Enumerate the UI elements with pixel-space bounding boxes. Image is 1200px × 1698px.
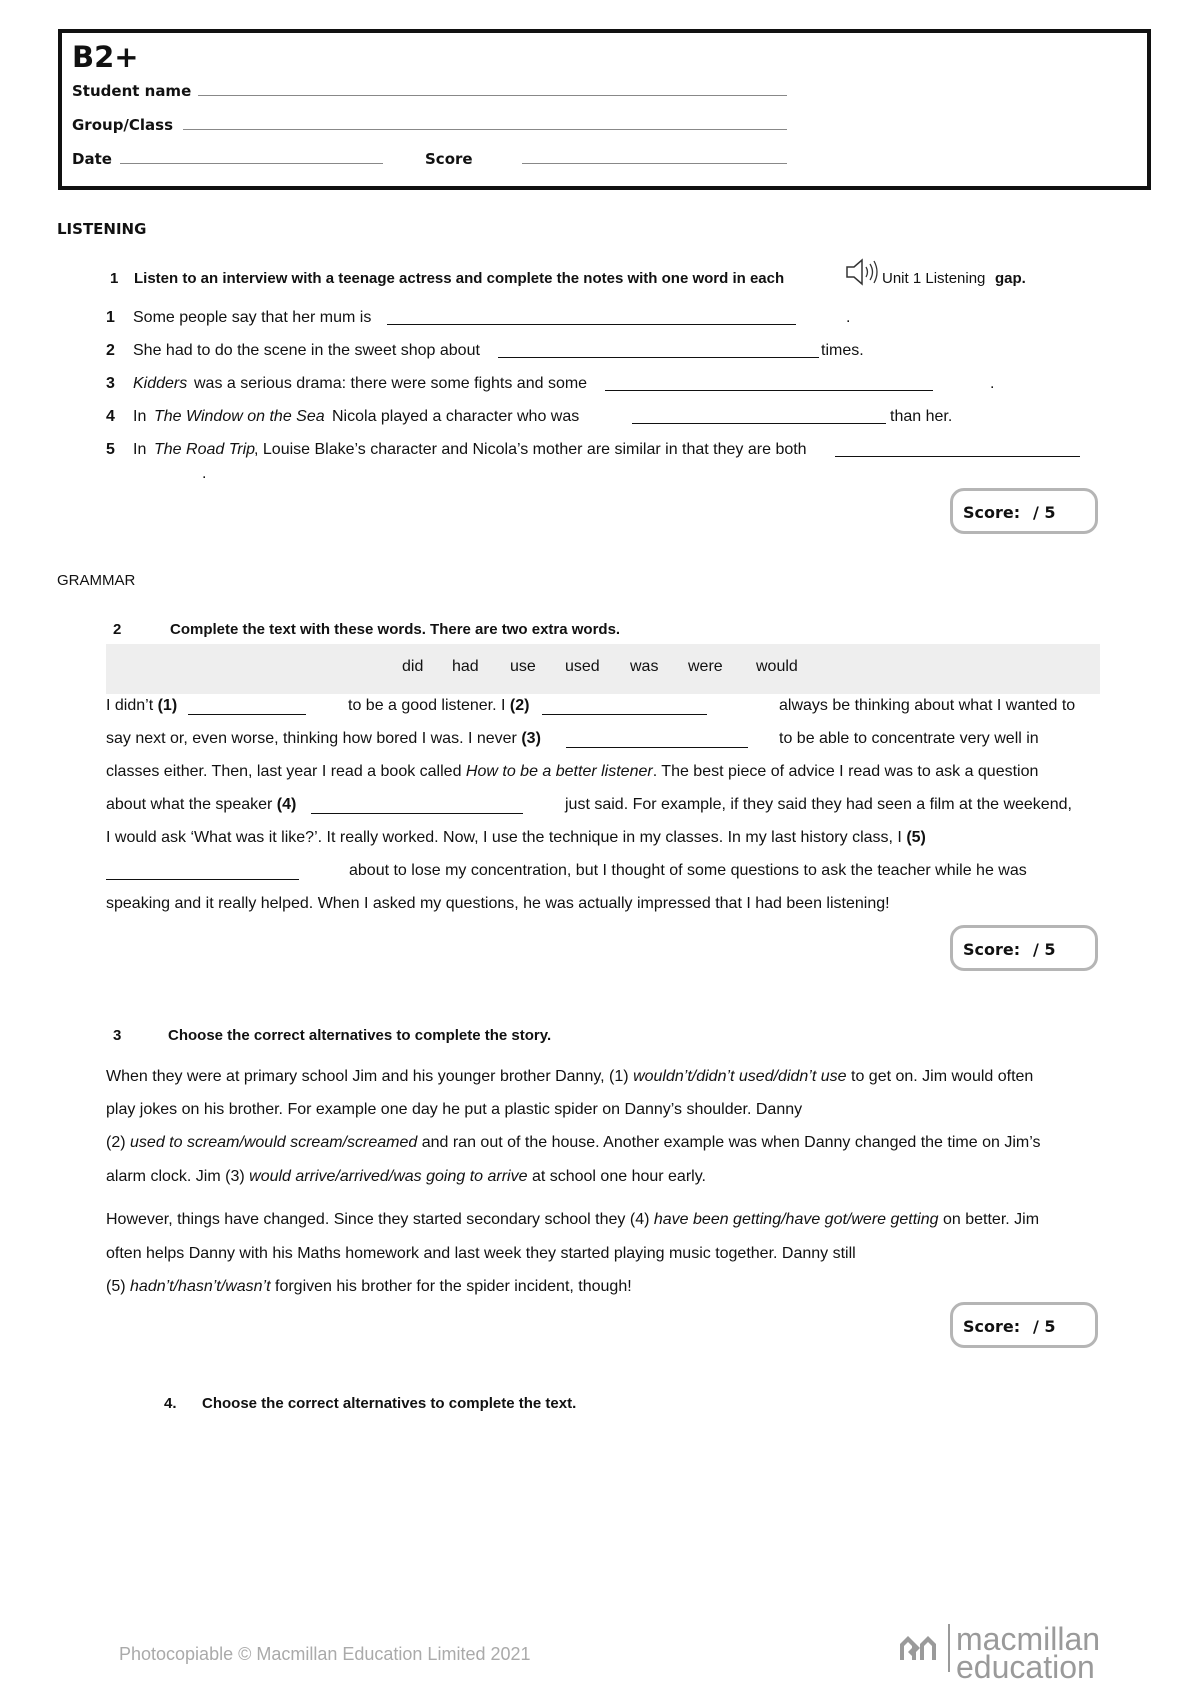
item-5-gap[interactable]	[835, 441, 1080, 457]
exercise-4-instruction: Choose the correct alternatives to complete the text.	[202, 1395, 577, 1412]
item-1-text: Some people say that her mum is	[133, 309, 372, 326]
item-2-gap[interactable]	[498, 342, 819, 358]
ex3-text: (5)	[106, 1278, 126, 1295]
score-field[interactable]	[522, 163, 787, 164]
student-info-box	[58, 29, 1151, 190]
ex2-line-4b: just said. For example, if they said they had seen a film at the weekend,	[565, 796, 1072, 813]
ex3-line-6: often helps Danny with his Maths homework and last week they started playing music together. Danny still	[106, 1245, 856, 1262]
ex2-text: say next or, even worse, thinking how bored I was. I never	[106, 730, 517, 747]
item-5-text: , Louise Blake’s character and Nicola’s mother are similar in that they are both	[254, 441, 807, 458]
item-1-gap[interactable]	[387, 309, 796, 325]
ex2-gap-1[interactable]	[188, 699, 306, 715]
gap-number: (2)	[509, 697, 530, 714]
ex3-line-2: play jokes on his brother. For example one day he put a plastic spider on Danny’s shoulder. Danny	[106, 1101, 803, 1118]
word-bank-item: was	[630, 658, 659, 675]
ex3-options-5[interactable]: hadn’t/hasn’t/wasn’t	[130, 1278, 271, 1295]
group-class-label: Group/Class	[72, 116, 174, 134]
exercise-1-instruction: Listen to an interview with a teenage actress and complete the notes with one word in each	[134, 270, 785, 287]
item-5-end: .	[202, 465, 207, 482]
score-box-label: Score:	[963, 503, 1021, 522]
ex3-score-box	[950, 1302, 1098, 1348]
item-4-gap[interactable]	[632, 408, 886, 424]
ex2-text: I would ask ‘What was it like?’. It really worked. Now, I use the technique in my classes. In my last history class, I	[106, 829, 902, 846]
ex3-options-1[interactable]: wouldn’t/didn’t used/didn’t use	[633, 1068, 847, 1085]
logo-divider	[948, 1624, 950, 1672]
item-5-pre: In	[133, 441, 147, 458]
item-4-end: than her.	[890, 408, 953, 425]
ex2-line-2	[106, 722, 541, 756]
ex3-text: on better. Jim	[942, 1211, 1040, 1228]
exercise-3-instruction: Choose the correct alternatives to complete the story.	[168, 1027, 552, 1044]
logo-line-1: macmillan	[956, 1621, 1101, 1657]
item-2-text: She had to do the scene in the sweet shop about	[133, 342, 480, 359]
word-bank-item: did	[402, 658, 424, 675]
ex2-gap-2[interactable]	[542, 699, 707, 715]
item-4-text: Nicola played a character who was	[332, 408, 580, 425]
listening-title: LISTENING	[57, 220, 147, 238]
item-3-text: was a serious drama: there were some fights and some	[194, 375, 588, 392]
audio-label: Unit 1 Listening	[882, 270, 986, 287]
item-3-end: .	[990, 375, 995, 392]
score-box-label: Score:	[963, 940, 1021, 959]
score-box-label: Score:	[963, 1317, 1021, 1336]
student-name-label: Student name	[72, 82, 192, 100]
ex3-line-3	[106, 1126, 1040, 1160]
gap-number: (3)	[521, 730, 541, 747]
ex2-text: about what the speaker	[106, 796, 273, 813]
ex3-line-5	[106, 1203, 1039, 1237]
ex2-line-4	[106, 788, 296, 822]
ex3-options-4[interactable]: have been getting/have got/were getting	[653, 1211, 939, 1228]
ex2-line-7: speaking and it really helped. When I asked my questions, he was actually impressed that I had been listening!	[106, 895, 890, 912]
score-label: Score	[425, 150, 473, 168]
ex2-line-6: about to lose my concentration, but I thought of some questions to ask the teacher while he was	[349, 862, 1027, 879]
item-1-number: 1	[106, 309, 115, 326]
level-label: B2+	[72, 40, 139, 74]
logo-line-2: education	[956, 1649, 1095, 1685]
word-bank-item: would	[756, 658, 798, 675]
ex2-gap-3[interactable]	[566, 732, 748, 748]
gap-number: (1)	[157, 697, 178, 714]
gap-number: (5)	[906, 829, 926, 846]
ex2-line-2b: to be able to concentrate very well in	[779, 730, 1039, 747]
word-bank-item: use	[510, 658, 536, 675]
ex3-options-3[interactable]: would arrive/arrived/was going to arrive	[249, 1168, 528, 1185]
score-box-total: / 5	[1033, 503, 1056, 522]
ex3-text: However, things have changed. Since they started secondary school they (4)	[106, 1211, 650, 1228]
exercise-1-number: 1	[110, 270, 119, 287]
ex2-score-box	[950, 925, 1098, 971]
ex2-line-1c: always be thinking about what I wanted to	[779, 697, 1076, 714]
exercise-4-number: 4.	[164, 1395, 177, 1412]
student-name-field[interactable]	[198, 95, 787, 96]
copyright-notice: Photocopiable © Macmillan Education Limited 2021	[119, 1644, 531, 1664]
item-5-title: The Road Trip	[154, 441, 256, 458]
word-bank	[106, 644, 1100, 694]
speaker-icon[interactable]	[845, 256, 881, 288]
item-3-title: Kidders	[133, 375, 188, 392]
ex2-line-1b	[348, 689, 529, 723]
item-3-gap[interactable]	[605, 375, 933, 391]
item-2-number: 2	[106, 342, 115, 359]
exercise-2-number: 2	[113, 621, 122, 638]
ex3-text: and ran out of the house. Another example was when Danny changed the time on Jim’s	[421, 1134, 1041, 1151]
ex2-text: . The best piece of advice I read was to ask a question	[652, 763, 1039, 780]
word-bank-item: used	[565, 658, 600, 675]
ex2-line-5	[106, 821, 926, 855]
item-4-title: The Window on the Sea	[154, 408, 325, 425]
ex3-text: forgiven his brother for the spider incident, though!	[275, 1278, 632, 1295]
ex2-text: to be a good listener. I	[348, 697, 506, 714]
listening-score-box	[950, 488, 1098, 534]
score-box-total: / 5	[1033, 940, 1056, 959]
ex2-line-3	[106, 755, 1038, 789]
ex3-text: alarm clock. Jim (3)	[106, 1168, 245, 1185]
item-4-number: 4	[106, 408, 115, 425]
group-class-field[interactable]	[183, 129, 787, 130]
macmillan-logo-icon	[898, 1630, 940, 1664]
item-5-number: 5	[106, 441, 115, 458]
ex2-text: I didn’t	[106, 697, 154, 714]
gap-number: (4)	[276, 796, 297, 813]
exercise-2-instruction: Complete the text with these words. There are two extra words.	[170, 621, 621, 638]
ex3-line-7	[106, 1270, 632, 1304]
word-bank-item: were	[688, 658, 723, 675]
ex2-gap-4[interactable]	[311, 798, 523, 814]
ex2-gap-5[interactable]	[106, 864, 299, 880]
item-4-pre: In	[133, 408, 147, 425]
book-title: How to be a better listener	[465, 763, 653, 780]
ex3-text: When they were at primary school Jim and his younger brother Danny, (1)	[106, 1068, 629, 1085]
exercise-3-number: 3	[113, 1027, 122, 1044]
ex3-line-4	[106, 1160, 706, 1194]
date-field[interactable]	[120, 163, 383, 164]
word-bank-item: had	[452, 658, 479, 675]
ex2-line-1	[106, 689, 177, 723]
ex3-text: (2)	[106, 1134, 126, 1151]
item-3-number: 3	[106, 375, 115, 392]
ex3-text: to get on. Jim would often	[851, 1068, 1034, 1085]
ex2-text: classes either. Then, last year I read a book called	[106, 763, 462, 780]
score-box-total: / 5	[1033, 1317, 1056, 1336]
ex3-options-2[interactable]: used to scream/would scream/screamed	[130, 1134, 418, 1151]
ex3-line-1	[106, 1060, 1033, 1094]
item-1-end: .	[846, 309, 851, 326]
date-label: Date	[72, 150, 112, 168]
grammar-title: GRAMMAR	[57, 572, 136, 589]
item-2-end: times.	[821, 342, 864, 359]
ex3-text: at school one hour early.	[531, 1168, 706, 1185]
exercise-1-instruction-end: gap.	[995, 270, 1026, 287]
